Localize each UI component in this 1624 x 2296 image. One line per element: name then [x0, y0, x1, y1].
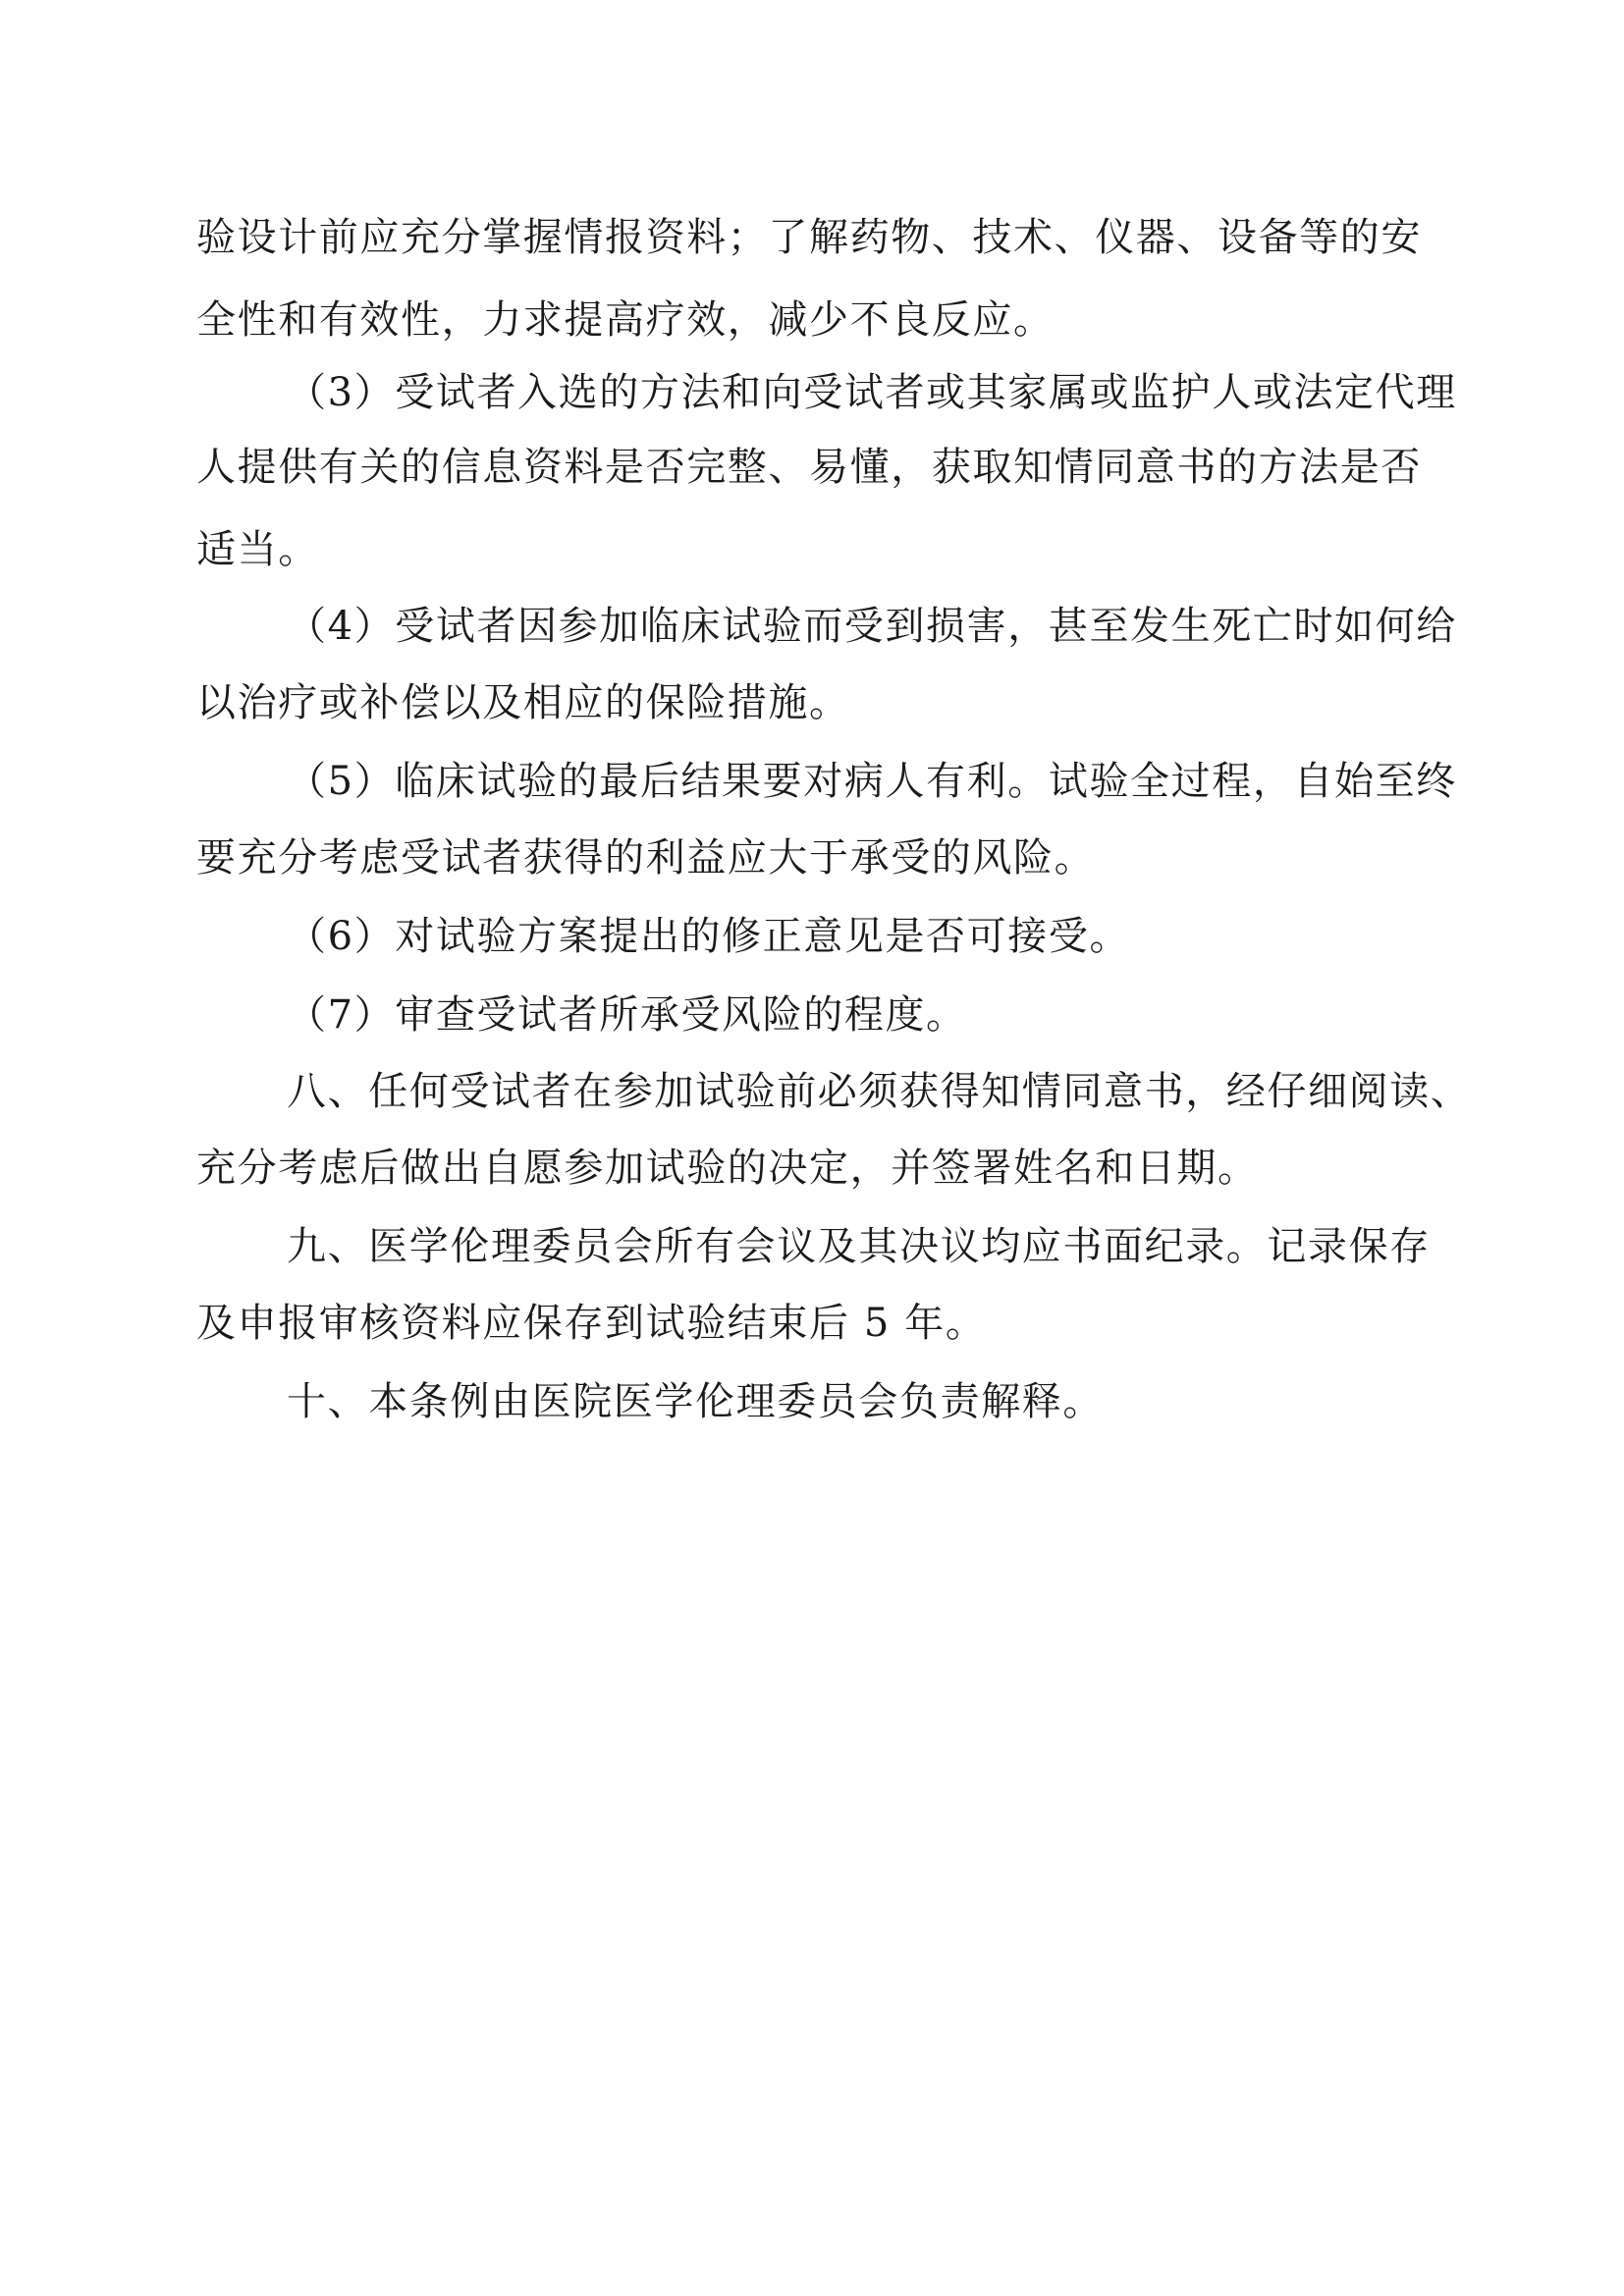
text-line: 九、医学伦理委员会所有会议及其决议均应书面纪录。记录保存: [287, 1224, 1431, 1269]
text-line: （6）对试验方案提出的修正意见是否可接受。: [287, 914, 1131, 959]
text-line: （7）审查受试者所承受风险的程度。: [287, 992, 967, 1038]
text-line: （3）受试者入选的方法和向受试者或其家属或监护人或法定代理: [287, 370, 1457, 415]
text-line: 及申报审核资料应保存到试验结束后 5 年。: [196, 1301, 987, 1346]
text-line: 适当。: [196, 527, 319, 572]
text-line: 验设计前应充分掌握情报资料；了解药物、技术、仪器、设备等的安: [196, 215, 1422, 260]
text-line: 十、本条例由医院医学伦理委员会负责解释。: [287, 1379, 1104, 1424]
text-line: 充分考虑后做出自愿参加试验的决定，并签署姓名和日期。: [196, 1146, 1259, 1191]
text-line: 八、任何受试者在参加试验前必须获得知情同意书，经仔细阅读、: [287, 1069, 1472, 1114]
text-line: 要充分考虑受试者获得的利益应大于承受的风险。: [196, 835, 1096, 881]
text-line: 以治疗或补偿以及相应的保险措施。: [196, 680, 850, 725]
text-line: （4）受试者因参加临床试验而受到损害，甚至发生死亡时如何给: [287, 604, 1457, 649]
text-line: （5）临床试验的最后结果要对病人有利。试验全过程，自始至终: [287, 759, 1457, 804]
text-line: 全性和有效性，力求提高疗效，减少不良反应。: [196, 297, 1055, 343]
text-line: 人提供有关的信息资料是否完整、易懂，获取知情同意书的方法是否: [196, 445, 1422, 490]
